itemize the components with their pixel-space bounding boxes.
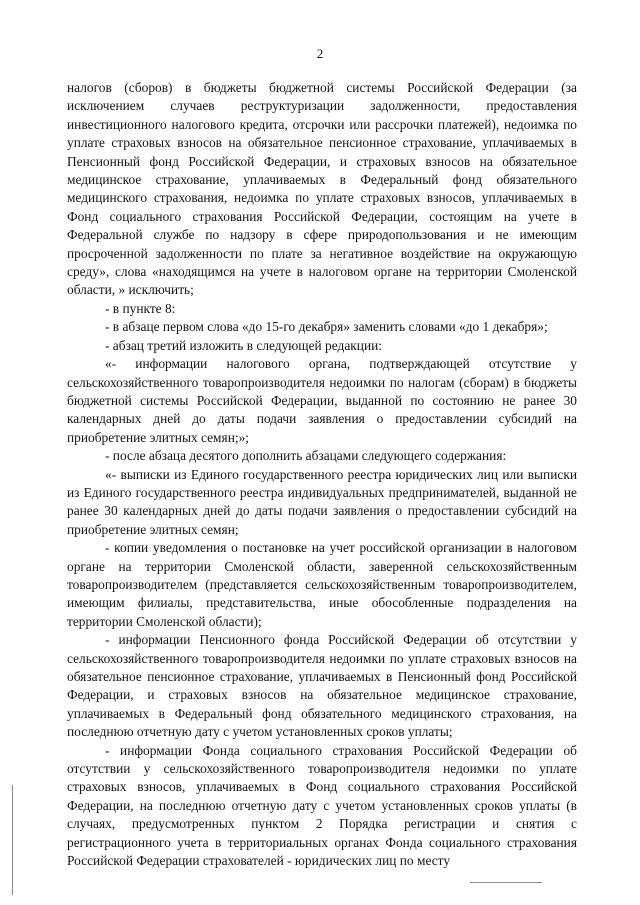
paragraph: - в абзаце первом слова «до 15-го декабря» заменить словами «до 1 декабря»; bbox=[105, 319, 548, 335]
scan-bottom-line bbox=[470, 882, 542, 883]
paragraph: «- выписки из Единого государственного реестра юридических лиц или выписки из Единого государственного реестра индивидуальных предпринимателей, выданной не ранее 30 календарных дней до даты подачи заявления о предоставлении субсидий на приобретение элитных семян; bbox=[67, 466, 577, 537]
paragraph: «- информации налогового органа, подтверждающей отсутствие у сельскохозяйственного товаропроизводителя недоимки по налогам (сборам) в бюджеты бюджетной системы Российской Федерации, выданной по состоянию не ранее 30 календарных дней до даты подачи заявления о предоставлении субсидий на приобретение элитных семян;»; bbox=[67, 356, 577, 445]
paragraph: - в пункте 8: bbox=[105, 300, 176, 316]
paragraph: - копии уведомления о постановке на учет российской организации в налоговом органе на территории Смоленской области, заверенной сельскохозяйственным товаропроизводителем (представляется сельскохозяйственным товаропроизводителем, имеющим филиалы, представительства, иные обособленные подразделения на территории Смоленской области); bbox=[67, 540, 577, 629]
paragraph: - абзац третий изложить в следующей редакции: bbox=[105, 337, 383, 353]
page-number: 2 bbox=[316, 46, 324, 61]
paragraph: налогов (сборов) в бюджеты бюджетной системы Российской Федерации (за исключением случаев реструктуризации задолженности, предоставления инвестиционного налогового кредита, отсрочки или рассрочки платежей), недоимка по уплате страховых взносов на обязательное пенсионное страхование, уплачиваемых в Пенсионный фонд Российской Федерации, и страховых взносов на обязательное медицинское страхование, уплачиваемых в Федеральный фонд обязательного медицинского страхования, недоимка по уплате страховых взносов, уплачиваемых в Фонд социального страхования Российской Федерации, состоящим на учете в Федеральной службе по надзору в сфере природопользования и не имеющим просроченной задолженности по плате за негативное воздействие на окружающую среду», слова «находящимся на учете в налоговом органе на территории Смоленской области, » исключить; bbox=[67, 80, 577, 298]
document-body bbox=[67, 79, 577, 870]
paragraph: - после абзаца десятого дополнить абзацами следующего содержания: bbox=[105, 448, 507, 464]
paragraph: - информации Фонда социального страхования Российской Федерации об отсутствии у сельскохозяйственного товаропроизводителя недоимки по уплате страховых взносов, уплачиваемых в Фонд социального страхования Российской Федерации, на последнюю отчетную дату с учетом установленных сроков уплаты (в случаях, предусмотренных пунктом 2 Порядка регистрации и снятия с регистрационного учета в территориальных органах Фонда социального страхования Российской Федерации страхователей - юридических лиц по месту bbox=[67, 742, 577, 869]
paragraph: - информации Пенсионного фонда Российской Федерации об отсутствии у сельскохозяйственного товаропроизводителя недоимки по уплате страховых взносов на обязательное пенсионное страхование, уплачиваемых в Пенсионный фонд Российской Федерации, и страховых взносов на обязательное медицинское страхование, уплачиваемых в Федеральный фонд обязательного медицинского страхования, на последнюю отчетную дату с учетом установленных сроков уплаты; bbox=[67, 632, 577, 740]
scan-edge-line bbox=[12, 785, 13, 895]
